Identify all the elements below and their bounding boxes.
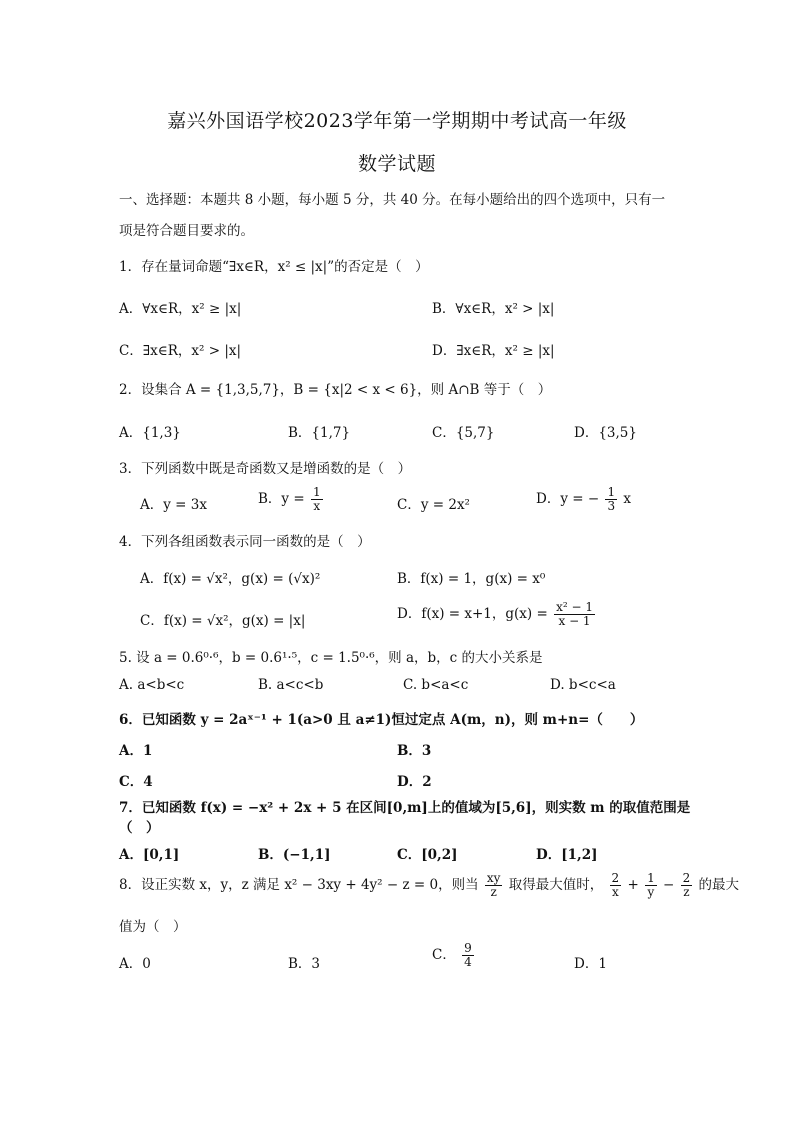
fraction-denominator: 3 — [607, 499, 616, 514]
q5-option-d: D. b<c<a — [550, 677, 616, 693]
q7-option-b: B．(−1,1] — [258, 847, 331, 863]
q7-option-d: D．[1,2] — [536, 847, 598, 863]
fraction-denominator: y — [647, 885, 655, 900]
fraction-denominator: z — [683, 885, 690, 900]
q8-fraction-xy-over-z — [485, 872, 503, 899]
q7-option-c: C．[0,2] — [397, 847, 458, 863]
q8-option-a: A．0 — [119, 956, 151, 972]
fraction-numerator: 1 — [607, 485, 616, 499]
q4-option-d-fraction — [554, 601, 595, 628]
q8-fraction-2-over-x — [610, 872, 622, 899]
fraction-numerator: 2 — [682, 871, 691, 885]
fraction-denominator: x — [313, 499, 321, 514]
q8-option-d: D．1 — [574, 956, 607, 972]
q2-stem: 2．设集合 A = {1,3,5,7}，B = {x|2 < x < 6}，则 A∩B 等于（ ） — [119, 382, 552, 398]
q4-option-c: C．f(x) = √x²，g(x) = |x| — [140, 613, 306, 629]
q5-option-c: C. b<a<c — [403, 677, 469, 693]
fraction-numerator: x² − 1 — [556, 600, 593, 614]
exam-title: 嘉兴外国语学校2023学年第一学期期中考试高一年级 — [167, 110, 627, 132]
fraction-denominator: x — [611, 885, 619, 900]
q7-stem: 7．已知函数 f(x) = −x² + 2x + 5 在区间[0,m]上的值域为[5,6]，则实数 m 的取值范围是 — [119, 800, 691, 816]
q4-option-d-prefix: D．f(x) = x+1，g(x) = — [397, 606, 548, 623]
fraction-numerator: 9 — [464, 941, 472, 955]
q7-option-a: A．[0,1] — [119, 847, 180, 863]
q1-option-d: D．∃x∈R，x² ≥ |x| — [432, 343, 555, 359]
q8-stem — [119, 872, 739, 899]
fraction-numerator: 1 — [312, 485, 321, 499]
q8-stem-middle: 取得最大值时， — [508, 877, 604, 894]
q3-option-b-fraction — [311, 486, 323, 513]
q2-option-b: B．{1,7} — [288, 425, 351, 441]
q1-stem: 1．存在量词命题“∃x∈R，x² ≤ |x|”的否定是（ ） — [119, 259, 429, 275]
section-instructions-line1: 一、选择题：本题共 8 小题，每小题 5 分，共 40 分。在每小题给出的四个选项中，只有一 — [119, 192, 666, 208]
q4-option-a: A．f(x) = √x²，g(x) = (√x)² — [140, 571, 321, 587]
fraction-denominator: x − 1 — [558, 614, 591, 629]
fraction-denominator: z — [490, 885, 497, 900]
q8-minus-sign: − — [663, 877, 675, 894]
q3-stem: 3．下列函数中既是奇函数又是增函数的是（ ） — [119, 461, 412, 477]
fraction-numerator: 2 — [611, 871, 620, 885]
fraction-denominator: 4 — [464, 955, 472, 970]
q5-stem: 5. 设 a = 0.6⁰·⁶，b = 0.6¹·⁵，c = 1.5⁰·⁶，则 a，b，c 的大小关系是 — [119, 650, 543, 666]
q8-plus-sign: + — [627, 877, 639, 894]
q6-option-b: B．3 — [397, 743, 432, 759]
q4-stem: 4．下列各组函数表示同一函数的是（ ） — [119, 534, 371, 550]
q8-fraction-2-over-z — [681, 872, 693, 899]
q8-stem-prefix: 8．设正实数 x，y，z 满足 x² − 3xy + 4y² − z = 0，则当 — [119, 877, 479, 894]
exam-subtitle: 数学试题 — [357, 153, 436, 175]
q8-option-c-fraction — [462, 942, 474, 969]
q8-stem-line2: 值为（ ） — [119, 919, 187, 935]
q3-option-b-prefix: B．y = — [258, 491, 305, 508]
q6-option-d: D．2 — [397, 774, 432, 790]
q4-option-d — [397, 601, 597, 628]
q8-option-c — [432, 942, 476, 969]
q3-option-a: A．y = 3x — [140, 497, 207, 513]
q1-option-c: C．∃x∈R，x² > |x| — [119, 343, 242, 359]
q1-option-a: A．∀x∈R，x² ≥ |x| — [119, 301, 242, 317]
q2-option-c: C．{5,7} — [432, 425, 495, 441]
fraction-numerator: xy — [486, 871, 501, 885]
q1-option-b: B．∀x∈R，x² > |x| — [432, 301, 555, 317]
q3-option-b — [258, 486, 325, 513]
q6-option-c: C．4 — [119, 774, 153, 790]
q5-option-b: B. a<c<b — [258, 677, 324, 693]
q8-option-b: B．3 — [288, 956, 321, 972]
q5-option-a: A. a<b<c — [119, 677, 185, 693]
q8-stem-suffix: 的最大 — [698, 877, 740, 894]
q3-option-d-fraction — [605, 486, 617, 513]
fraction-numerator: 1 — [647, 871, 655, 885]
q2-option-a: A．{1,3} — [119, 425, 181, 441]
q3-option-c: C．y = 2x² — [397, 497, 470, 513]
q6-stem: 6．已知函数 y = 2aˣ⁻¹ + 1(a>0 且 a≠1)恒过定点 A(m，n)，则 m+n=（ ） — [119, 712, 644, 728]
q2-option-d: D．{3,5} — [574, 425, 637, 441]
q7-stem-line2: （ ） — [119, 820, 160, 836]
q3-option-d-suffix: x — [623, 491, 632, 508]
q6-option-a: A．1 — [119, 743, 153, 759]
q8-fraction-1-over-y — [645, 872, 657, 899]
q4-option-b: B．f(x) = 1，g(x) = x⁰ — [397, 571, 546, 587]
q3-option-d-prefix: D．y = − — [536, 491, 600, 508]
q8-option-c-prefix: C． — [432, 947, 456, 964]
q3-option-d — [536, 486, 631, 513]
section-instructions-line2: 项是符合题目要求的。 — [119, 223, 254, 239]
